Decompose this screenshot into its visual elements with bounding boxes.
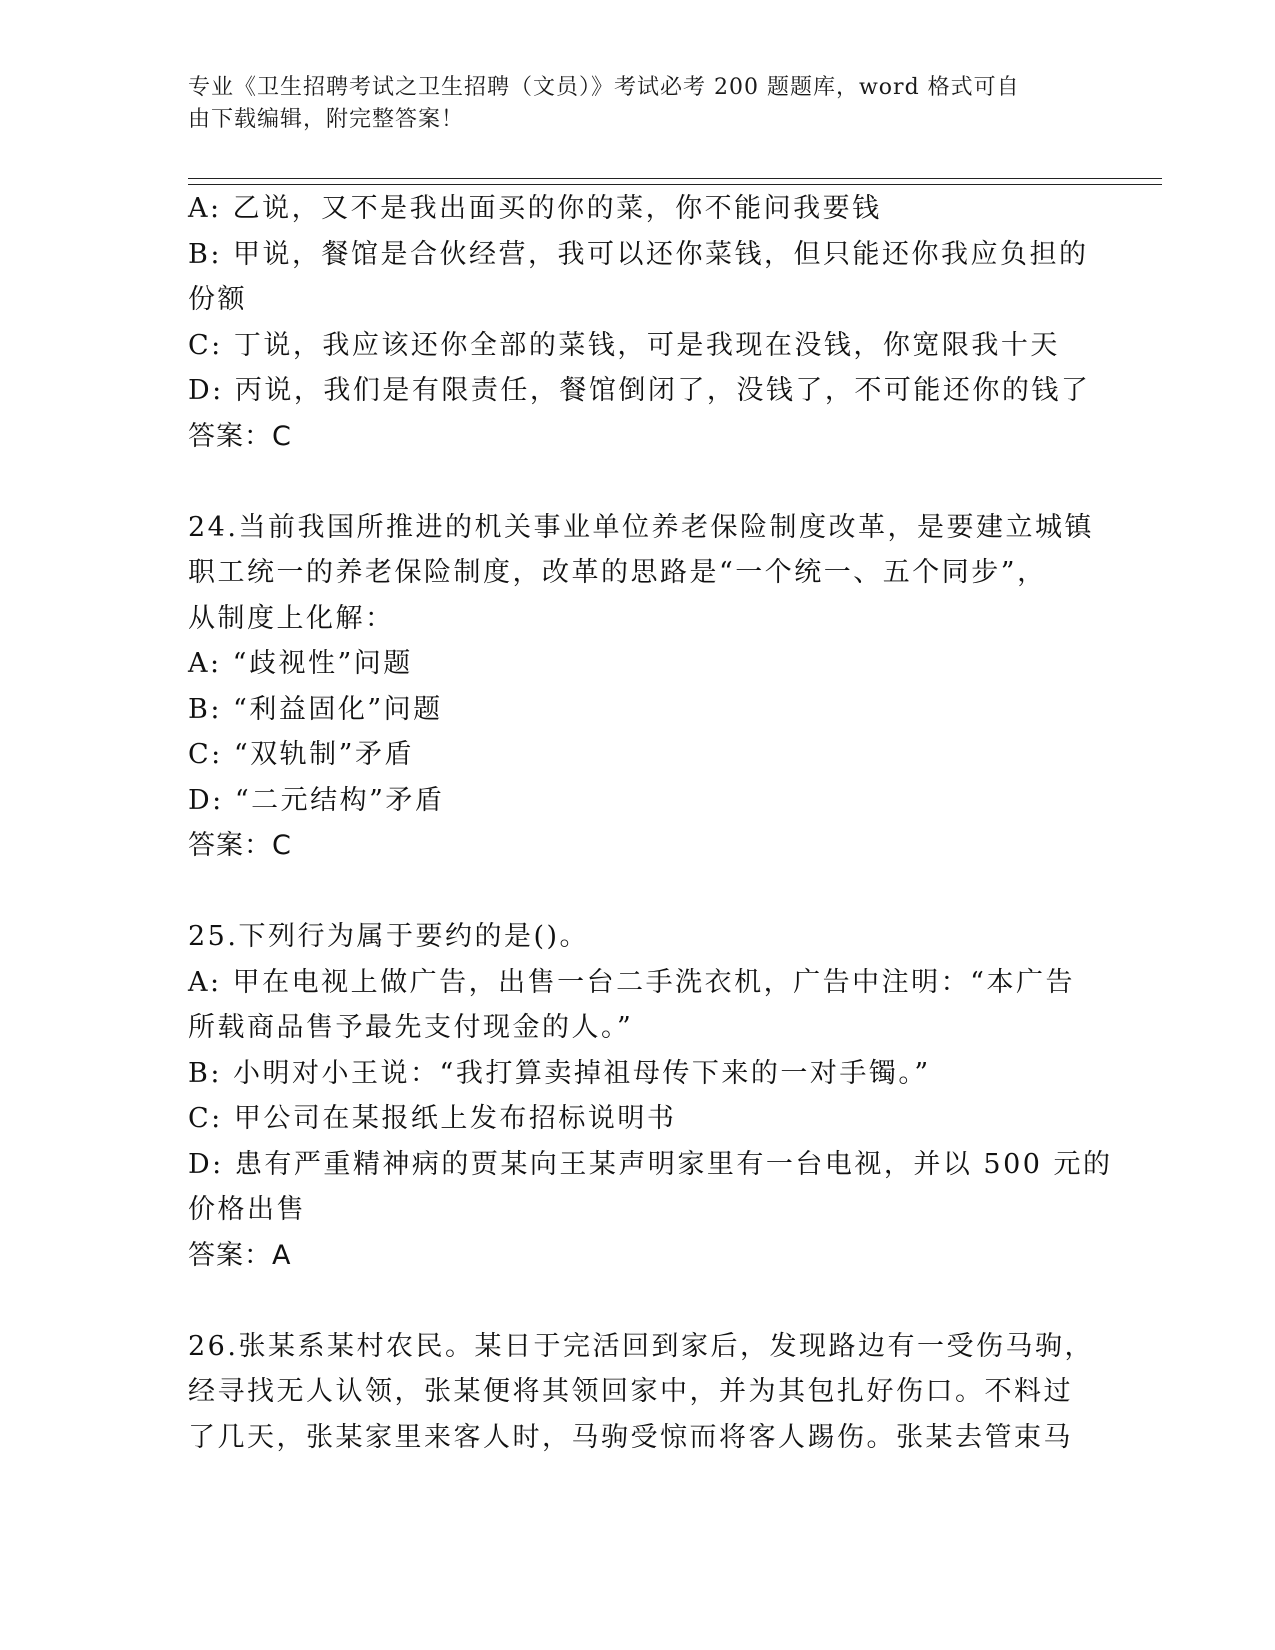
header-line-1: 专业《卫生招聘考试之卫生招聘（文员）》考试必考 200 题题库，word 格式可自 (188, 75, 1020, 100)
q23-option-b-cont: 份额 (188, 284, 247, 315)
q25-stem: 25.下列行为属于要约的是()。 (188, 921, 590, 952)
q24-stem-line-3: 从制度上化解： (188, 602, 395, 634)
q25-option-c: C: 甲公司在某报纸上发布招标说明书 (188, 1103, 677, 1134)
q24-stem-line-1: 24.当前我国所推进的机关事业单位养老保险制度改革，是要建立城镇 (188, 511, 1094, 543)
q25-answer: 答案：A (188, 1239, 292, 1271)
spacer (188, 869, 1088, 915)
q26-stem-line-1: 26.张某系某村农民。某日于完活回到家后，发现路边有一受伤马驹， (188, 1330, 1094, 1362)
q24-option-c: C: “双轨制”矛盾 (188, 739, 414, 770)
q23-option-c: C: 丁说，我应该还你全部的菜钱，可是我现在没钱，你宽限我十天 (188, 329, 1060, 361)
document-header (188, 72, 1068, 136)
question-24-block (188, 505, 1094, 869)
q24-option-d: D: “二元结构”矛盾 (188, 784, 445, 816)
question-23-block (188, 186, 1091, 459)
q23-option-b: B: 甲说，餐馆是合伙经营，我可以还你菜钱，但只能还你我应负担的 (188, 238, 1089, 270)
q23-option-a: A: 乙说，又不是我出面买的你的菜，你不能问我要钱 (188, 193, 882, 224)
q24-option-b: B: “利益固化”问题 (188, 693, 443, 725)
q26-stem-line-3: 了几天，张某家里来客人时，马驹受惊而将客人踢伤。张某去管束马 (188, 1421, 1073, 1453)
spacer (188, 459, 1088, 505)
q25-option-a: A: 甲在电视上做广告，出售一台二手洗衣机，广告中注明：“本广告 (188, 966, 1075, 998)
q24-answer: 答案：C (188, 830, 292, 861)
document-body (188, 186, 1113, 1460)
q25-option-d: D: 患有严重精神病的贾某向王某声明家里有一台电视，并以 500 元的 (188, 1148, 1113, 1180)
q23-answer: 答案：C (188, 420, 292, 452)
spacer (188, 1278, 1088, 1324)
header-rule-top (188, 178, 1162, 179)
q25-option-d-cont: 价格出售 (188, 1194, 306, 1225)
header-rule-bottom (188, 184, 1162, 185)
question-25-block (188, 914, 1113, 1278)
q26-stem-line-2: 经寻找无人认领，张某便将其领回家中，并为其包扎好伤口。不料过 (188, 1376, 1073, 1407)
q24-option-a: A: “歧视性”问题 (188, 648, 413, 679)
header-line-2: 由下载编辑，附完整答案！ (188, 107, 465, 132)
q25-option-a-cont: 所载商品售予最先支付现金的人。” (188, 1012, 634, 1043)
q24-stem-line-2: 职工统一的养老保险制度，改革的思路是“一个统一、五个同步”， (188, 557, 1047, 588)
q23-option-d: D: 丙说，我们是有限责任，餐馆倒闭了，没钱了，不可能还你的钱了 (188, 375, 1091, 406)
q25-option-b: B: 小明对小王说：“我打算卖掉祖母传下来的一对手镯。” (188, 1057, 931, 1089)
question-26-block (188, 1324, 1094, 1461)
